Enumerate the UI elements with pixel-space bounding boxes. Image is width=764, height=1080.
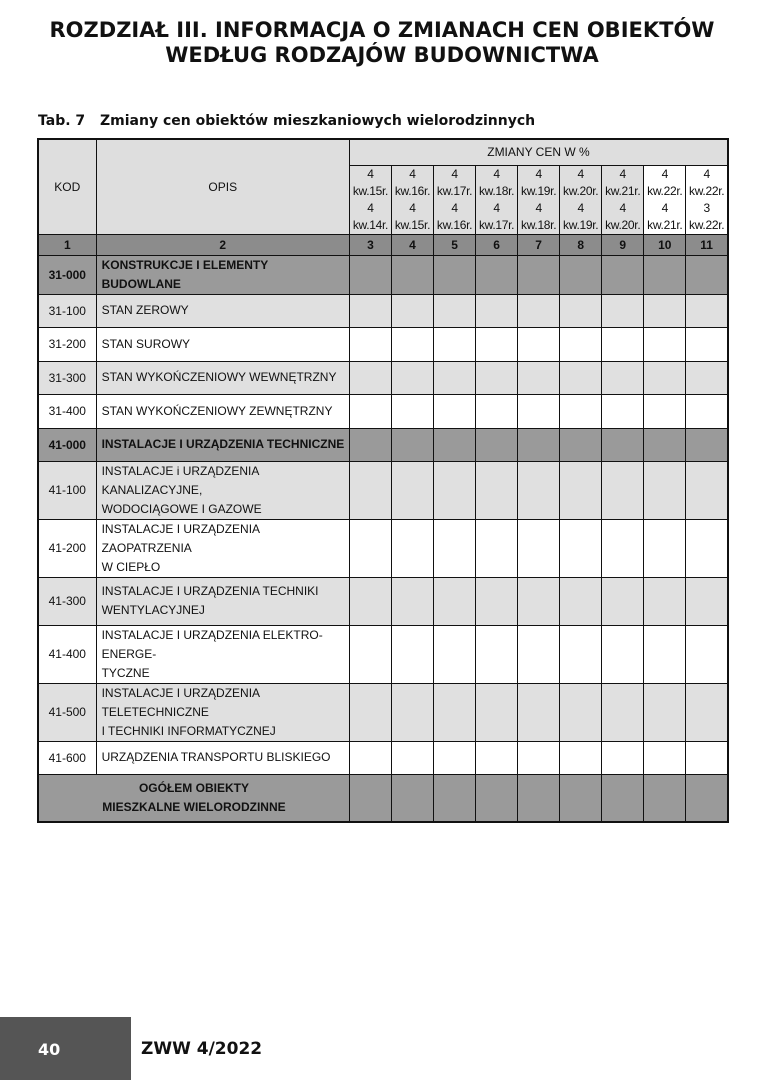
table-row-section: 31-000 KONSTRUKCJE I ELEMENTY BUDOWLANE [38,255,728,294]
table-number: Tab. 7 [38,113,86,129]
period-header: 4 kw.15r. 4 kw.14r. [349,165,391,234]
period-header: 4 kw.16r. 4 kw.15r. [391,165,433,234]
table-row: 41-600 URZĄDZENIA TRANSPORTU BLISKIEGO [38,741,728,774]
table-row: 31-400 STAN WYKOŃCZENIOWY ZEWNĘTRZNY [38,394,728,428]
chapter-title-line1: ROZDZIAŁ III. INFORMACJA O ZMIANACH CEN OBIEKTÓW [49,18,715,42]
period-header: 4 kw.22r. 4 kw.21r. [644,165,686,234]
period-header: 4 kw.17r. 4 kw.16r. [434,165,476,234]
table-title [38,113,535,129]
price-change-table [37,138,729,823]
table-row: 41-400 INSTALACJE I URZĄDZENIA ELEKTRO-ENERGE- TYCZNE [38,625,728,683]
footer-page-box [0,1017,131,1080]
column-number-row: 1 2 3 4 5 6 7 8 9 10 11 [38,234,728,255]
period-header: 4 kw.18r. 4 kw.17r. [476,165,518,234]
publication-name: ZWW 4/2022 [141,1039,263,1059]
table-row: 41-200 INSTALACJE I URZĄDZENIA ZAOPATRZENIA W CIEPŁO [38,519,728,577]
table-row: 41-100 INSTALACJE i URZĄDZENIA KANALIZACYJNE, WODOCIĄGOWE I GAZOWE [38,461,728,519]
header-zmiany: ZMIANY CEN W % [349,139,728,165]
table-row: 41-300 INSTALACJE I URZĄDZENIA TECHNIKI WENTYLACYJNEJ [38,577,728,625]
table-row: 31-300 STAN WYKOŃCZENIOWY WEWNĘTRZNY [38,361,728,394]
period-header: 4 kw.20r. 4 kw.19r. [560,165,602,234]
header-opis: OPIS [96,139,349,234]
table-row: 31-200 STAN SUROWY [38,327,728,361]
table-row: 41-500 INSTALACJE I URZĄDZENIA TELETECHNICZNE I TECHNIKI INFORMATYCZNEJ [38,683,728,741]
period-header: 4 kw.22r. 3 kw.22r. [686,165,728,234]
period-header: 4 kw.21r. 4 kw.20r. [602,165,644,234]
header-kod: KOD [38,139,96,234]
period-header: 4 kw.19r. 4 kw.18r. [518,165,560,234]
chapter-title-line2: WEDŁUG RODZAJÓW BUDOWNICTWA [165,43,599,67]
table-row: 31-100 STAN ZEROWY [38,294,728,327]
table-row-section: 41-000 INSTALACJE I URZĄDZENIA TECHNICZNE [38,428,728,461]
table-row-total: OGÓŁEM OBIEKTY MIESZKALNE WIELORODZINNE [38,774,728,822]
page-number: 40 [38,1040,61,1059]
chapter-title [0,18,764,68]
table-caption: Zmiany cen obiektów mieszkaniowych wielorodzinnych [100,113,536,129]
